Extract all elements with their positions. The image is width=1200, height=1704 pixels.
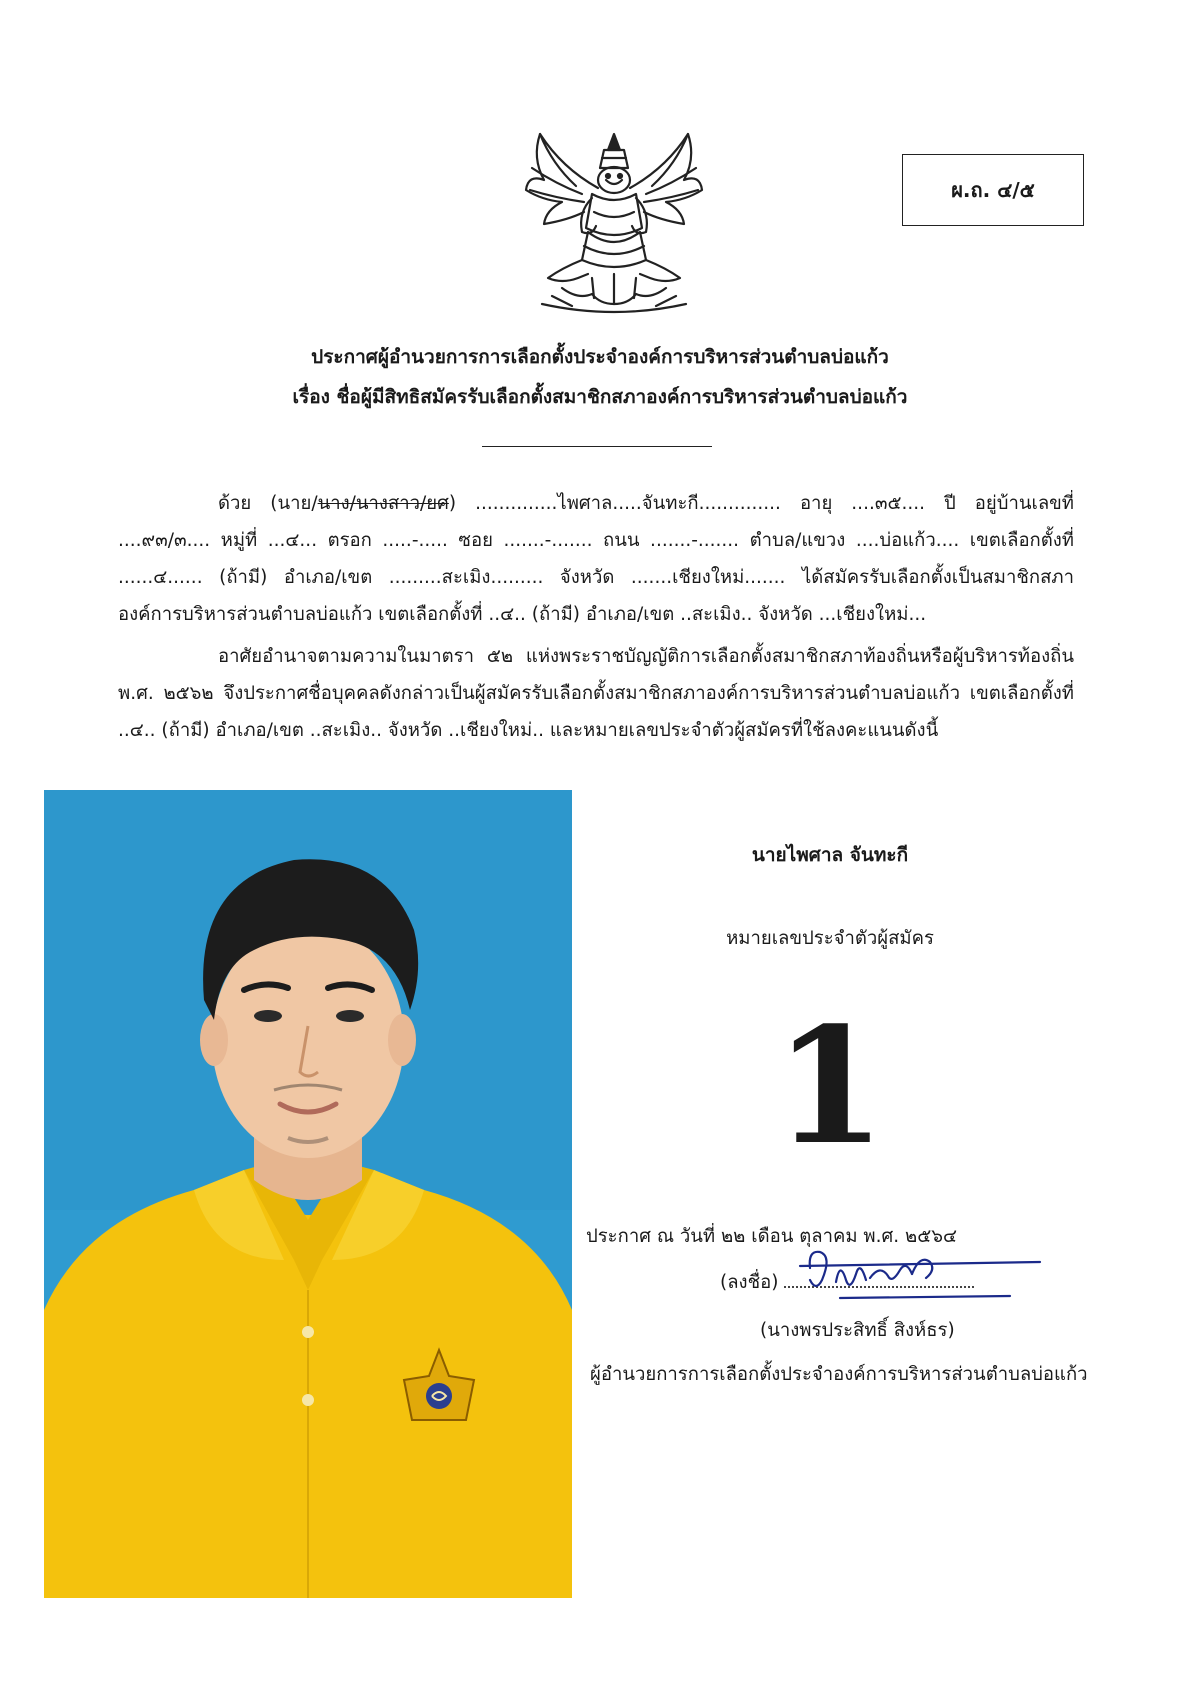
announcement-subject: เรื่อง ชื่อผู้มีสิทธิสมัครรับเลือกตั้งสมาชิกสภาองค์การบริหารส่วนตำบลบ่อแก้ว [292, 386, 908, 408]
announcement-date: ประกาศ ณ วันที่ ๒๒ เดือน ตุลาคม พ.ศ. ๒๕๖๔ [586, 1226, 957, 1247]
signer-title: ผู้อำนวยการการเลือกตั้งประจำองค์การบริหารส่วนตำบลบ่อแก้ว [590, 1364, 1088, 1385]
candidate-portrait [44, 790, 572, 1598]
announcement-title: ประกาศผู้อำนวยการการเลือกตั้งประจำองค์การบริหารส่วนตำบลบ่อแก้ว [311, 346, 889, 368]
candidate-name: นายไพศาล จันทะกี [751, 844, 909, 866]
heading-divider [482, 446, 712, 447]
candidate-number-label: หมายเลขประจำตัวผู้สมัคร [726, 928, 934, 949]
candidate-number: 1 [774, 992, 886, 1180]
paragraph1-rest: ) ..............ไพศาล.....จันทะกี.............. อายุ ....๓๕.... ปี อยู่บ้านเลขที่ ....๙๓/๓.... หมู่ที่ ...๔... ตรอก .....-..... ซอย .......-....... ถนน .......-....... ตำบล/แขวง ....บ่อแก้ว.... เขตเลือกตั้งที่ ......๔...... (ถ้ามี) อำเภอ/เขต .........สะเมิง......... จังหวัด .......เชียงใหม่....... ได้สมัครรับเลือกตั้งเป็นสมาชิกสภาองค์การบริหารส่วนตำบลบ่อแก้ว เขตเลือกตั้งที่ ..๔.. (ถ้ามี) อำเภอ/เขต ..สะเมิง.. จังหวัด ...เชียงใหม่... [118, 493, 1074, 625]
paragraph2-text: อาศัยอำนาจตามความในมาตรา ๕๒ แห่งพระราชบัญญัติการเลือกตั้งสมาชิกสภาท้องถิ่นหรือผู้บริหารท้องถิ่น พ.ศ. ๒๕๖๒ จึงประกาศชื่อบุคคลดังกล่าวเป็นผู้สมัครรับเลือกตั้งสมาชิกสภาองค์การบริหารส่วนตำบลบ่อแก้ว เขตเลือกตั้งที่ ..๔.. (ถ้ามี) อำเภอ/เขต ..สะเมิง.. จังหวัด ..เชียงใหม่.. และหมายเลขประจำตัวผู้สมัครที่ใช้ลงคะแนนดังนี้ [118, 646, 1074, 741]
signer-name: (นางพรประสิทธิ์ สิงห์ธร) [760, 1320, 955, 1341]
garuda-emblem-icon [522, 128, 706, 318]
candidate-details-paragraph [118, 485, 1074, 633]
signature-label: (ลงชื่อ) [720, 1272, 779, 1293]
paragraph1-intro: ด้วย (นาย/ [218, 493, 318, 514]
struck-title-options: นาง/นางสาว/ยศ [317, 493, 449, 514]
handwritten-signature [780, 1240, 1050, 1310]
legal-basis-paragraph [118, 638, 1074, 749]
candidate-photo [44, 790, 572, 1598]
form-code-box: ผ.ถ. ๔/๕ [902, 154, 1084, 226]
